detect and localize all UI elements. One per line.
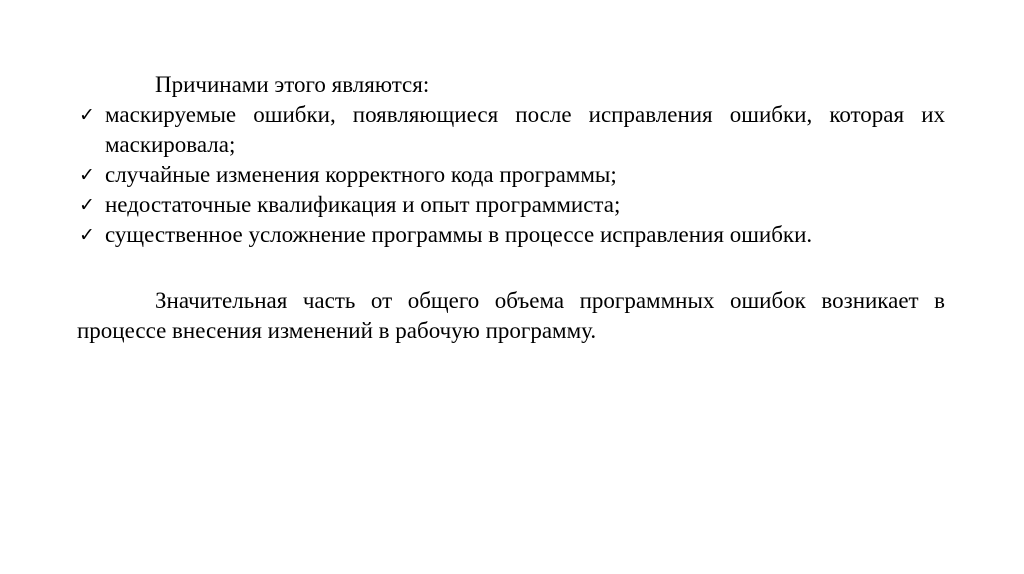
bullet-item bbox=[77, 220, 945, 250]
intro-line: Причинами этого являются: bbox=[155, 72, 430, 97]
checkmark-icon: ✓ bbox=[79, 164, 95, 186]
body-paragraph: Значительная часть от общего объема программных ошибок возникает в процессе внесения изменений в рабочую программу. bbox=[77, 288, 945, 343]
checkmark-icon: ✓ bbox=[79, 194, 95, 216]
bullet-item bbox=[77, 100, 945, 160]
bullet-text: маскируемые ошибки, появляющиеся после исправления ошибки, которая их маскировала; bbox=[105, 102, 945, 157]
bullet-text: недостаточные квалификация и опыт программиста; bbox=[105, 192, 621, 217]
bullet-text: случайные изменения корректного кода программы; bbox=[105, 162, 617, 187]
bullet-item bbox=[77, 190, 945, 220]
bullet-text: существенное усложнение программы в процессе исправления ошибки. bbox=[105, 222, 813, 247]
checkmark-icon: ✓ bbox=[79, 104, 95, 126]
bullet-list bbox=[77, 100, 945, 250]
slide-text-block bbox=[77, 70, 945, 346]
checkmark-icon: ✓ bbox=[79, 224, 95, 246]
bullet-item bbox=[77, 160, 945, 190]
